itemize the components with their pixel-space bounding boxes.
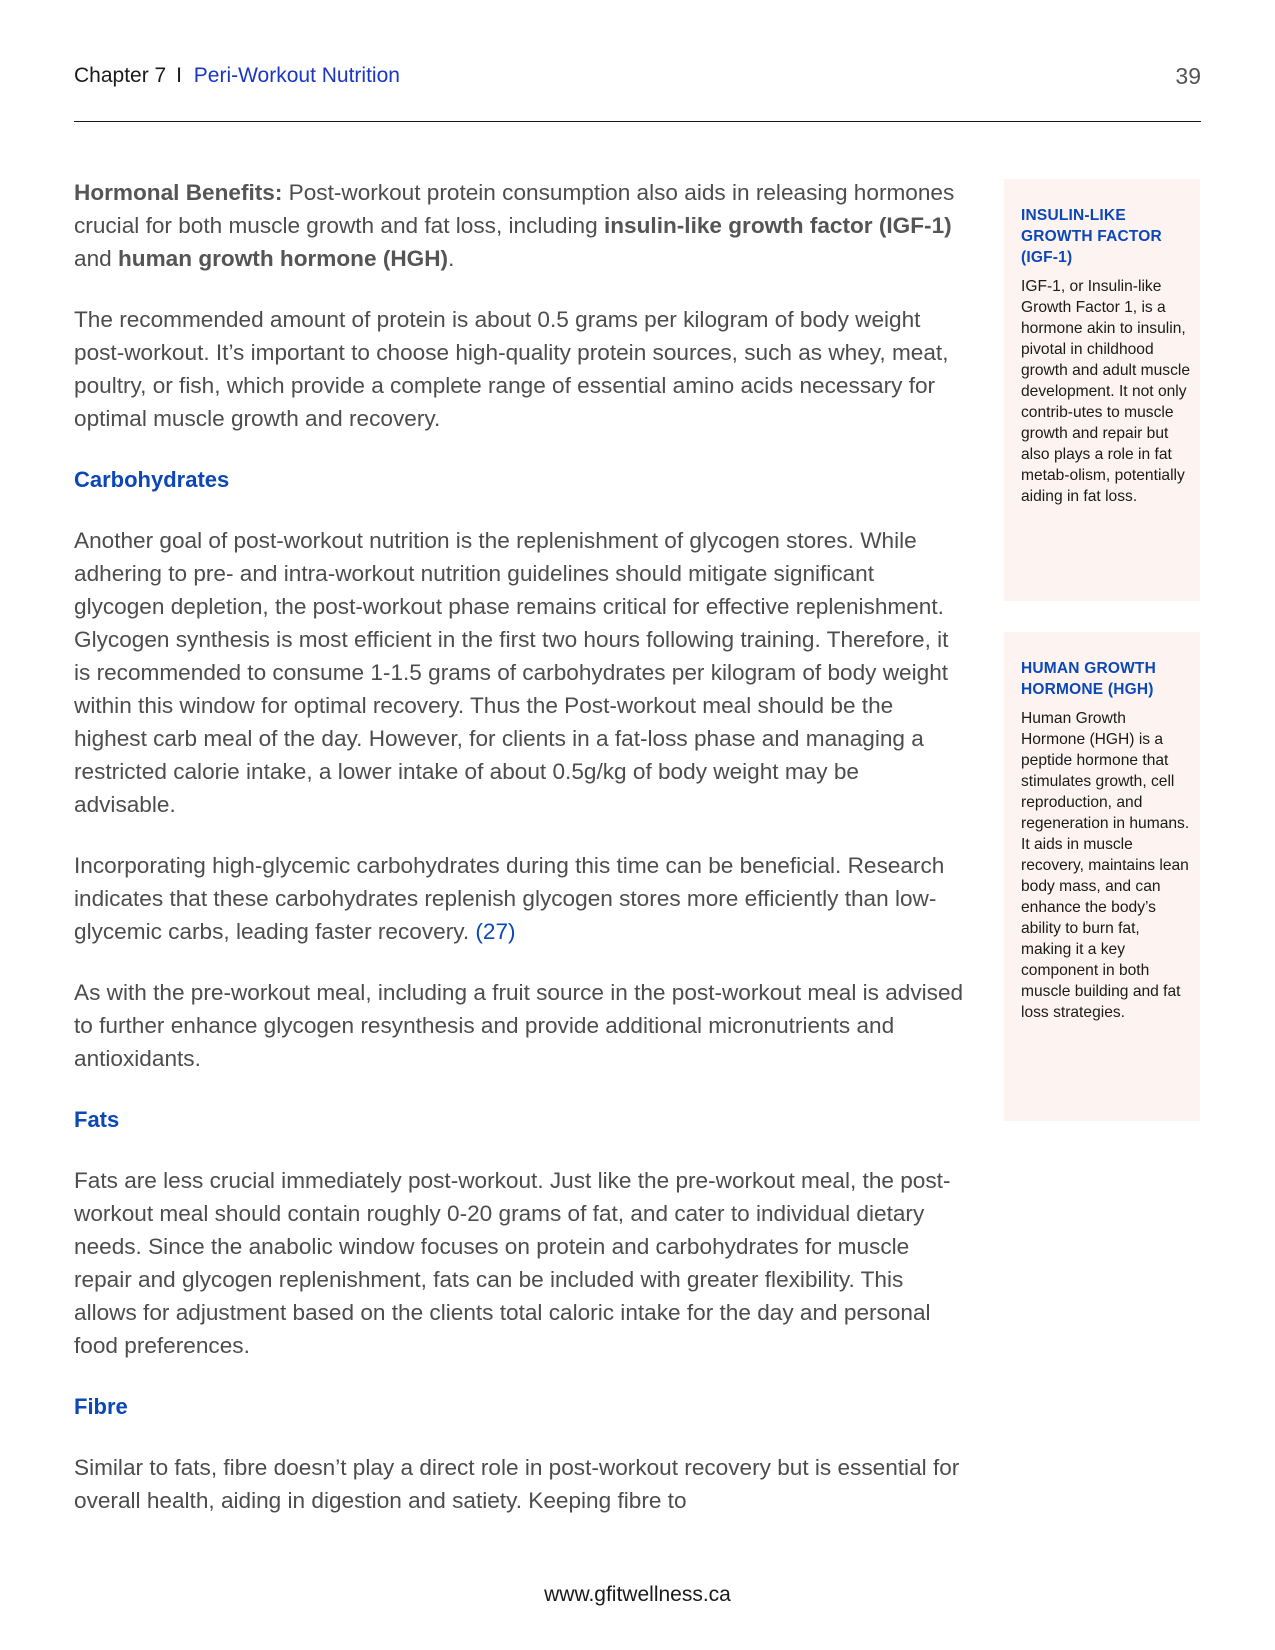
hgh-sidebar-body: Human Growth Hormone (HGH) is a peptide hormone that stimulates growth, cell reproduction, and regeneration in humans. It aids in muscle recovery, maintains lean body mass, and can enhance the body’s ability to burn fat, making it a key component in both muscle building and fat loss strategies. (1021, 710, 1190, 1021)
hgh-term: human growth hormone (HGH) (117, 246, 449, 271)
chapter-separator: I (176, 64, 182, 87)
fibre-paragraph: Similar to fats, fibre doesn’t play a direct role in post-workout recovery but is essential for overall health, aiding in digestion and satiety. Keeping fibre to (74, 1455, 960, 1513)
footer-url[interactable]: www.gfitwellness.ca (544, 1583, 731, 1606)
hormonal-text-and: and (74, 246, 118, 271)
carbs-paragraph-2 (74, 849, 964, 948)
fibre-heading: Fibre (74, 1394, 128, 1419)
main-content (74, 176, 964, 1545)
hormonal-text-end: . (448, 246, 455, 271)
hgh-sidebar-box (1004, 632, 1200, 1121)
page-number: 39 (1175, 63, 1201, 89)
chapter-label: Chapter 7 (74, 64, 167, 87)
chapter-heading (74, 64, 400, 88)
carbs-paragraph-2-text: Incorporating high-glycemic carbohydrates during this time can be beneficial. Research indicates that these carbohydrates replenish glycogen stores more efficiently than low-glycemic carbs, leading faster recovery. (74, 853, 945, 944)
igf1-sidebar-title: INSULIN-LIKE GROWTH FACTOR (IGF-1) (1021, 207, 1162, 266)
igf1-term: insulin-like growth factor (IGF-1) (603, 213, 952, 238)
igf1-sidebar-box (1004, 179, 1200, 601)
hormonal-text: Post-workout protein consumption also aids in releasing hormones crucial for both muscle growth and fat loss, including (74, 180, 955, 238)
carbohydrates-heading: Carbohydrates (74, 467, 230, 492)
hormonal-benefits-lead: Hormonal Benefits: (74, 180, 283, 205)
igf1-sidebar-body: IGF-1, or Insulin-like Growth Factor 1, is a hormone akin to insulin, pivotal in childhood growth and adult muscle development. It not only contrib-utes to muscle growth and repair but also plays a role in fat metab-olism, potentially aiding in fat loss. (1021, 278, 1191, 505)
page-header (74, 60, 1201, 90)
carbs-paragraph-3: As with the pre-workout meal, including a fruit source in the post-workout meal is advised to further enhance glycogen resynthesis and provide additional micronutrients and antioxidants. (74, 980, 964, 1071)
carbs-paragraph-1: Another goal of post-workout nutrition is the replenishment of glycogen stores. While adhering to pre- and intra-workout nutrition guidelines should mitigate significant glycogen depletion, the post-workout phase remains critical for effective replenishment. Glycogen synthesis is most efficient in the first two hours following training. Therefore, it is recommended to consume 1-1.5 grams of carbohydrates per kilogram of body weight within this window for optimal recovery. Thus the Post-workout meal should be the highest carb meal of the day. However, for clients in a fat-loss phase and managing a restricted calorie intake, a lower intake of about 0.5g/kg of body weight may be advisable. (74, 528, 949, 817)
fats-paragraph: Fats are less crucial immediately post-workout. Just like the pre-workout meal, the post-workout meal should contain roughly 0-20 grams of fat, and cater to individual dietary needs. Since the anabolic window focuses on protein and carbohydrates for muscle repair and glycogen replenishment, fats can be included with greater flexibility. This allows for adjustment based on the clients total caloric intake for the day and personal food preferences. (74, 1168, 951, 1358)
hgh-sidebar-title: HUMAN GROWTH HORMONE (HGH) (1021, 660, 1156, 698)
protein-amount-paragraph: The recommended amount of protein is about 0.5 grams per kilogram of body weight post-workout. It’s important to choose high-quality protein sources, such as whey, meat, poultry, or fish, which provide a complete range of essential amino acids necessary for optimal muscle growth and recovery. (74, 307, 949, 431)
chapter-title: Peri-Workout Nutrition (193, 64, 400, 87)
hormonal-benefits-paragraph (74, 176, 964, 275)
header-divider (74, 121, 1201, 122)
citation-link[interactable]: (27) (475, 919, 516, 944)
fats-heading: Fats (74, 1107, 120, 1132)
